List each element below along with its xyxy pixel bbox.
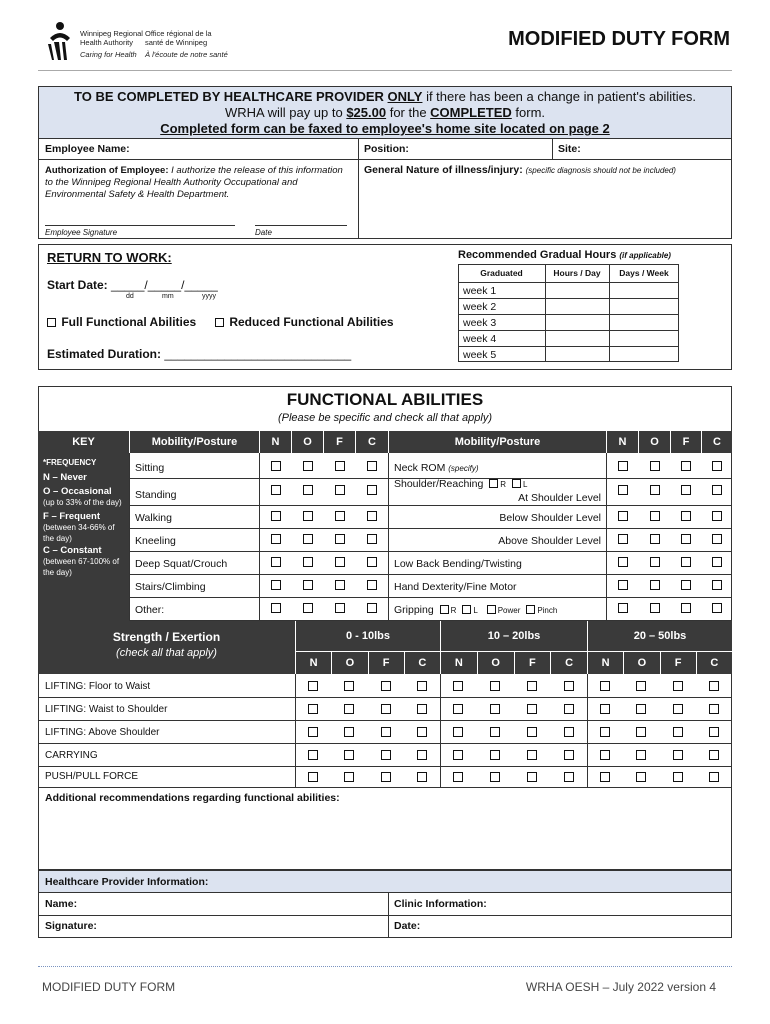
- range-10-20: 10 – 20lbs: [440, 621, 587, 651]
- grip-r-checkbox[interactable]: [440, 605, 449, 614]
- banner-line1a: TO BE COMPLETED BY HEALTHCARE PROVIDER: [74, 89, 388, 104]
- mobility-left-1-n-checkbox[interactable]: [271, 461, 281, 471]
- neck-rom-label: Neck ROM: [394, 462, 446, 474]
- mobility-left-2-o-checkbox[interactable]: [303, 485, 313, 495]
- logo-en-line1: Winnipeg Regional: [80, 29, 143, 38]
- mobility-left-7-o-checkbox[interactable]: [303, 603, 313, 613]
- start-date-blank: _____/_____/_____: [111, 278, 218, 292]
- mobility-left-7-f-checkbox[interactable]: [335, 603, 345, 613]
- strength-row4-range1-c-checkbox[interactable]: [417, 750, 427, 760]
- employee-name-field[interactable]: Employee Name:: [45, 143, 130, 155]
- strength-row2-range3-n-checkbox[interactable]: [600, 704, 610, 714]
- strength-row5-range1-f-checkbox[interactable]: [381, 772, 391, 782]
- gradual-hours-table: [458, 264, 679, 362]
- key-frequency: *FREQUENCY: [43, 458, 97, 467]
- strength-row1-range1-n-checkbox[interactable]: [308, 681, 318, 691]
- strength-row2-range3-f-checkbox[interactable]: [673, 704, 683, 714]
- strength-row4-range2-f-checkbox[interactable]: [527, 750, 537, 760]
- full-abilities-checkbox[interactable]: [47, 318, 56, 327]
- mm-caption: mm: [162, 293, 174, 300]
- strength-row5-range1-n-checkbox[interactable]: [308, 772, 318, 782]
- strength-2-n-header: N: [587, 651, 623, 674]
- mobility-left-1-c-checkbox[interactable]: [367, 461, 377, 471]
- gripping-label: Gripping: [394, 604, 434, 616]
- mobility-left-2-c-checkbox[interactable]: [367, 485, 377, 495]
- mobility-left-1-f-checkbox[interactable]: [335, 461, 345, 471]
- push-pull-force: PUSH/PULL FORCE: [45, 771, 138, 782]
- strength-row3-range2-o-checkbox[interactable]: [490, 727, 500, 737]
- strength-row2-range1-o-checkbox[interactable]: [344, 704, 354, 714]
- footer-right: WRHA OESH – July 2022 version 4: [525, 980, 716, 994]
- mobility-left-5-c-checkbox[interactable]: [367, 557, 377, 567]
- grip-r-label: R: [450, 606, 457, 615]
- strength-row3-range2-n-checkbox[interactable]: [453, 727, 463, 737]
- mobility-right-1-c-checkbox[interactable]: [712, 461, 722, 471]
- shoulder-reaching-label: Shoulder/Reaching: [394, 478, 484, 490]
- c-header-right: C: [701, 431, 732, 453]
- mobility-right-3-o-checkbox[interactable]: [650, 511, 660, 521]
- strength-row4-range1-f-checkbox[interactable]: [381, 750, 391, 760]
- range-20-50: 20 – 50lbs: [587, 621, 732, 651]
- provider-signature-field[interactable]: Signature:: [45, 920, 97, 932]
- strength-row5-range2-n-checkbox[interactable]: [453, 772, 463, 782]
- banner-line1c: if there has been a change in patient's abilities.: [422, 89, 696, 104]
- dd-caption: dd: [126, 293, 134, 300]
- mobility-walking: Walking: [135, 512, 172, 524]
- strength-row5-range2-c-checkbox[interactable]: [564, 772, 574, 782]
- grip-l-checkbox[interactable]: [462, 605, 471, 614]
- mobility-right-7-c-checkbox[interactable]: [712, 603, 722, 613]
- mobility-right-2-c-checkbox[interactable]: [712, 485, 722, 495]
- week-2: week 2: [463, 301, 497, 313]
- mobility-right-6-c-checkbox[interactable]: [712, 580, 722, 590]
- gripping: [394, 604, 557, 616]
- provider-title: Healthcare Provider Information:: [45, 876, 209, 888]
- mobility-left-5-n-checkbox[interactable]: [271, 557, 281, 567]
- employee-date-line[interactable]: [255, 225, 347, 226]
- mobility-right-7-o-checkbox[interactable]: [650, 603, 660, 613]
- auth-label: Authorization of Employee:: [45, 165, 169, 176]
- strength-row4-range2-c-checkbox[interactable]: [564, 750, 574, 760]
- key-frequent: F – Frequent: [43, 511, 101, 522]
- low-back-bending: Low Back Bending/Twisting: [394, 558, 522, 570]
- mobility-right-2-f-checkbox[interactable]: [681, 485, 691, 495]
- reduced-abilities-checkbox[interactable]: [215, 318, 224, 327]
- banner-completed: COMPLETED: [430, 105, 512, 120]
- mobility-right-3-n-checkbox[interactable]: [618, 511, 628, 521]
- strength-0-o-header: O: [331, 651, 367, 674]
- strength-subtitle: (check all that apply): [116, 647, 217, 659]
- strength-row3-range3-c-checkbox[interactable]: [709, 727, 719, 737]
- strength-row1-range3-n-checkbox[interactable]: [600, 681, 610, 691]
- mobility-right-4-n-checkbox[interactable]: [618, 534, 628, 544]
- reduced-abilities-label: Reduced Functional Abilities: [229, 315, 394, 329]
- provider-name-field[interactable]: Name:: [45, 898, 78, 910]
- strength-row1-range2-n-checkbox[interactable]: [453, 681, 463, 691]
- mobility-right-3-f-checkbox[interactable]: [681, 511, 691, 521]
- est-duration-blank: ____________________________: [164, 347, 352, 361]
- strength-row5-range2-o-checkbox[interactable]: [490, 772, 500, 782]
- strength-row1-range3-f-checkbox[interactable]: [673, 681, 683, 691]
- mobility-right-4-o-checkbox[interactable]: [650, 534, 660, 544]
- neck-specify: (specify): [448, 464, 479, 473]
- logo-en-line2: Health Authority: [80, 38, 133, 47]
- strength-row1-range2-f-checkbox[interactable]: [527, 681, 537, 691]
- strength-row3-range2-f-checkbox[interactable]: [527, 727, 537, 737]
- mobility-header-left: Mobility/Posture: [129, 431, 259, 453]
- col-hours-day: Hours / Day: [553, 268, 601, 278]
- date-caption: Date: [255, 228, 272, 237]
- grip-power-label: Power: [497, 606, 521, 615]
- strength-2-f-header: F: [660, 651, 696, 674]
- strength-row2-range1-n-checkbox[interactable]: [308, 704, 318, 714]
- strength-header: [38, 621, 295, 674]
- week-3: week 3: [463, 317, 497, 329]
- grip-pinch-checkbox[interactable]: [526, 605, 535, 614]
- header-rule: [38, 70, 732, 71]
- strength-row3-range3-f-checkbox[interactable]: [673, 727, 683, 737]
- mobility-right-6-f-checkbox[interactable]: [681, 580, 691, 590]
- at-shoulder-level: At Shoulder Level: [518, 492, 601, 504]
- shoulder-r-label: R: [500, 480, 507, 489]
- mobility-kneeling: Kneeling: [135, 535, 176, 547]
- mobility-right-5-f-checkbox[interactable]: [681, 557, 691, 567]
- grip-l-label: L: [473, 606, 478, 615]
- footer-left: MODIFIED DUTY FORM: [42, 980, 176, 994]
- above-shoulder-level: Above Shoulder Level: [498, 535, 601, 547]
- strength-1-n-header: N: [440, 651, 477, 674]
- banner-line2c: for the: [386, 105, 431, 120]
- strength-row1-range1-c-checkbox[interactable]: [417, 681, 427, 691]
- mobility-left-4-c-checkbox[interactable]: [367, 534, 377, 544]
- mobility-standing: Standing: [135, 489, 177, 501]
- grad-title: Recommended Gradual Hours: [458, 249, 617, 261]
- strength-row2-range1-f-checkbox[interactable]: [381, 704, 391, 714]
- page-title: MODIFIED DUTY FORM: [508, 28, 730, 50]
- strength-title: Strength / Exertion: [112, 630, 221, 644]
- o-header-left: O: [291, 431, 323, 453]
- auth-body: I authorize the release of this information to the Winnipeg Regional Health Authority Occupational and Environmental Safety & Health Department.: [45, 165, 343, 200]
- frequency-key: [38, 453, 129, 621]
- strength-row2-range1-c-checkbox[interactable]: [417, 704, 427, 714]
- clinic-info-field[interactable]: Clinic Information:: [394, 898, 487, 910]
- strength-row5-range3-o-checkbox[interactable]: [636, 772, 646, 782]
- strength-2-o-header: O: [623, 651, 659, 674]
- week-1: week 1: [463, 285, 497, 297]
- gradual-hours-title: [458, 249, 671, 261]
- logo-fr-line1: Office régional de la: [145, 29, 212, 38]
- strength-row4-range1-o-checkbox[interactable]: [344, 750, 354, 760]
- strength-row1-range1-f-checkbox[interactable]: [381, 681, 391, 691]
- n-header-right: N: [606, 431, 638, 453]
- lifting-above-shoulder: LIFTING: Above Shoulder: [45, 727, 160, 738]
- key-frequent-desc: (between 34-66% of the day): [43, 523, 115, 543]
- key-header: KEY: [38, 431, 129, 453]
- col-graduated: Graduated: [480, 268, 523, 278]
- logo-en-tag: Caring for Health: [80, 50, 137, 59]
- mobility-left-7-c-checkbox[interactable]: [367, 603, 377, 613]
- logo-fr-tag: À l'écoute de notre santé: [145, 50, 228, 59]
- start-date-field[interactable]: [47, 278, 218, 292]
- wrha-logo: [44, 20, 74, 64]
- strength-row3-range1-f-checkbox[interactable]: [381, 727, 391, 737]
- banner-amount: $25.00: [346, 105, 387, 120]
- mobility-left-3-f-checkbox[interactable]: [335, 511, 345, 521]
- strength-1-f-header: F: [514, 651, 551, 674]
- strength-row5-range3-c-checkbox[interactable]: [709, 772, 719, 782]
- strength-0-n-header: N: [295, 651, 331, 674]
- functional-subtitle: (Please be specific and check all that apply): [277, 412, 492, 424]
- authorization-text: [45, 165, 353, 201]
- banner-only: ONLY: [387, 89, 423, 104]
- signature-caption: Employee Signature: [45, 228, 118, 237]
- key-occasional-desc: (up to 33% of the day): [43, 498, 122, 507]
- mobility-left-6-f-checkbox[interactable]: [335, 580, 345, 590]
- strength-row5-range1-o-checkbox[interactable]: [344, 772, 354, 782]
- strength-row2-range2-o-checkbox[interactable]: [490, 704, 500, 714]
- below-shoulder-level: Below Shoulder Level: [499, 512, 601, 524]
- mobility-right-2-o-checkbox[interactable]: [650, 485, 660, 495]
- key-occasional: O – Occasional: [43, 486, 112, 497]
- full-abilities-option[interactable]: [47, 315, 196, 329]
- logo-text-fr: [145, 29, 228, 59]
- strength-row4-range2-o-checkbox[interactable]: [490, 750, 500, 760]
- mobility-left-6-c-checkbox[interactable]: [367, 580, 377, 590]
- functional-title: FUNCTIONAL ABILITIES: [286, 390, 484, 409]
- strength-row3-range1-c-checkbox[interactable]: [417, 727, 427, 737]
- mobility-right-4-c-checkbox[interactable]: [712, 534, 722, 544]
- full-abilities-label: Full Functional Abilities: [61, 315, 197, 329]
- strength-row1-range2-c-checkbox[interactable]: [564, 681, 574, 691]
- strength-row5-range3-n-checkbox[interactable]: [600, 772, 610, 782]
- shoulder-reaching: [394, 478, 527, 490]
- banner-line2a: WRHA will pay up to: [224, 105, 347, 120]
- mobility-right-1-n-checkbox[interactable]: [618, 461, 628, 471]
- key-never: N – Never: [43, 472, 87, 483]
- mobility-left-2-n-checkbox[interactable]: [271, 485, 281, 495]
- strength-0-c-header: C: [404, 651, 440, 674]
- mobility-left-6-o-checkbox[interactable]: [303, 580, 313, 590]
- start-date-label: Start Date:: [47, 278, 108, 292]
- footer-rule: [38, 966, 732, 967]
- neck-rom: [394, 462, 479, 474]
- mobility-left-1-o-checkbox[interactable]: [303, 461, 313, 471]
- illness-field[interactable]: [364, 164, 729, 176]
- strength-row3-range1-n-checkbox[interactable]: [308, 727, 318, 737]
- key-constant-desc: (between 67-100% of the day): [43, 557, 120, 577]
- o-header-right: O: [638, 431, 670, 453]
- mobility-left-4-f-checkbox[interactable]: [335, 534, 345, 544]
- strength-1-c-header: C: [550, 651, 587, 674]
- mobility-right-3-c-checkbox[interactable]: [712, 511, 722, 521]
- mobility-left-2-f-checkbox[interactable]: [335, 485, 345, 495]
- estimated-duration-field[interactable]: [47, 347, 351, 361]
- mobility-left-5-o-checkbox[interactable]: [303, 557, 313, 567]
- mobility-right-6-n-checkbox[interactable]: [618, 580, 628, 590]
- wrha-logo-icon: [44, 20, 74, 64]
- provider-date-field[interactable]: Date:: [394, 920, 421, 932]
- strength-row1-range3-o-checkbox[interactable]: [636, 681, 646, 691]
- strength-row3-range3-n-checkbox[interactable]: [600, 727, 610, 737]
- strength-row3-range1-o-checkbox[interactable]: [344, 727, 354, 737]
- mobility-left-3-n-checkbox[interactable]: [271, 511, 281, 521]
- strength-row2-range3-o-checkbox[interactable]: [636, 704, 646, 714]
- logo-fr-line2: santé de Winnipeg: [145, 38, 208, 47]
- mobility-right-5-o-checkbox[interactable]: [650, 557, 660, 567]
- col-days-week: Days / Week: [619, 268, 669, 278]
- grad-note: (if applicable): [619, 251, 671, 260]
- strength-row2-range2-n-checkbox[interactable]: [453, 704, 463, 714]
- mobility-right-1-o-checkbox[interactable]: [650, 461, 660, 471]
- strength-row3-range3-o-checkbox[interactable]: [636, 727, 646, 737]
- mobility-sitting: Sitting: [135, 462, 165, 474]
- mobility-other: Other:: [135, 604, 165, 616]
- instructions-banner: [38, 86, 732, 139]
- strength-row2-range3-c-checkbox[interactable]: [709, 704, 719, 714]
- illness-label: General Nature of illness/injury:: [364, 164, 523, 176]
- mobility-right-5-n-checkbox[interactable]: [618, 557, 628, 567]
- reduced-abilities-option[interactable]: [215, 315, 394, 329]
- mobility-right-7-n-checkbox[interactable]: [618, 603, 628, 613]
- mobility-left-4-n-checkbox[interactable]: [271, 534, 281, 544]
- est-duration-label: Estimated Duration:: [47, 347, 162, 361]
- strength-row2-range2-c-checkbox[interactable]: [564, 704, 574, 714]
- lifting-floor-waist: LIFTING: Floor to Waist: [45, 681, 151, 692]
- strength-2-c-header: C: [696, 651, 732, 674]
- shoulder-l-checkbox[interactable]: [512, 479, 521, 488]
- f-header-left: F: [323, 431, 355, 453]
- shoulder-r-checkbox[interactable]: [489, 479, 498, 488]
- employee-signature-line[interactable]: [45, 225, 235, 226]
- site-field[interactable]: Site:: [558, 143, 581, 155]
- mobility-right-1-f-checkbox[interactable]: [681, 461, 691, 471]
- strength-row5-range3-f-checkbox[interactable]: [673, 772, 683, 782]
- strength-row5-range1-c-checkbox[interactable]: [417, 772, 427, 782]
- mobility-stairs: Stairs/Climbing: [135, 581, 206, 593]
- mobility-left-6-n-checkbox[interactable]: [271, 580, 281, 590]
- strength-row1-range2-o-checkbox[interactable]: [490, 681, 500, 691]
- strength-1-o-header: O: [477, 651, 514, 674]
- range-0-10: 0 - 10lbs: [295, 621, 440, 651]
- shoulder-l-label: L: [522, 480, 528, 489]
- mobility-deep-squat: Deep Squat/Crouch: [135, 558, 228, 570]
- strength-row4-range3-o-checkbox[interactable]: [636, 750, 646, 760]
- strength-row3-range2-c-checkbox[interactable]: [564, 727, 574, 737]
- banner-line2e: form.: [511, 105, 546, 120]
- yyyy-caption: yyyy: [202, 293, 216, 300]
- c-header-left: C: [355, 431, 388, 453]
- carrying: CARRYING: [45, 750, 98, 761]
- strength-row1-range1-o-checkbox[interactable]: [344, 681, 354, 691]
- logo-text-en: [80, 29, 143, 59]
- lifting-waist-shoulder: LIFTING: Waist to Shoulder: [45, 704, 168, 715]
- mobility-right-4-f-checkbox[interactable]: [681, 534, 691, 544]
- strength-row4-range3-f-checkbox[interactable]: [673, 750, 683, 760]
- illness-note: (specific diagnosis should not be included): [525, 166, 676, 175]
- mobility-right-7-f-checkbox[interactable]: [681, 603, 691, 613]
- strength-row2-range2-f-checkbox[interactable]: [527, 704, 537, 714]
- strength-row4-range3-n-checkbox[interactable]: [600, 750, 610, 760]
- banner-fax-note: Completed form can be faxed to employee's home site located on page 2: [160, 121, 610, 136]
- grip-power-checkbox[interactable]: [487, 605, 496, 614]
- mobility-right-2-n-checkbox[interactable]: [618, 485, 628, 495]
- week-5: week 5: [463, 349, 497, 361]
- mobility-right-5-c-checkbox[interactable]: [712, 557, 722, 567]
- f-header-right: F: [670, 431, 701, 453]
- mobility-left-3-c-checkbox[interactable]: [367, 511, 377, 521]
- strength-row4-range3-c-checkbox[interactable]: [709, 750, 719, 760]
- additional-label: Additional recommendations regarding functional abilities:: [45, 792, 340, 804]
- grip-pinch-label: Pinch: [537, 606, 558, 615]
- mobility-left-5-f-checkbox[interactable]: [335, 557, 345, 567]
- strength-row1-range3-c-checkbox[interactable]: [709, 681, 719, 691]
- mobility-left-7-n-checkbox[interactable]: [271, 603, 281, 613]
- mobility-left-4-o-checkbox[interactable]: [303, 534, 313, 544]
- n-header-left: N: [259, 431, 291, 453]
- strength-row4-range1-n-checkbox[interactable]: [308, 750, 318, 760]
- rtw-title: RETURN TO WORK:: [47, 250, 172, 265]
- mobility-left-3-o-checkbox[interactable]: [303, 511, 313, 521]
- strength-row5-range2-f-checkbox[interactable]: [527, 772, 537, 782]
- hand-dexterity: Hand Dexterity/Fine Motor: [394, 581, 517, 593]
- mobility-right-6-o-checkbox[interactable]: [650, 580, 660, 590]
- mobility-header-right: Mobility/Posture: [388, 431, 606, 453]
- key-constant: C – Constant: [43, 545, 102, 556]
- strength-0-f-header: F: [368, 651, 404, 674]
- week-4: week 4: [463, 333, 497, 345]
- strength-row4-range2-n-checkbox[interactable]: [453, 750, 463, 760]
- position-field[interactable]: Position:: [364, 143, 409, 155]
